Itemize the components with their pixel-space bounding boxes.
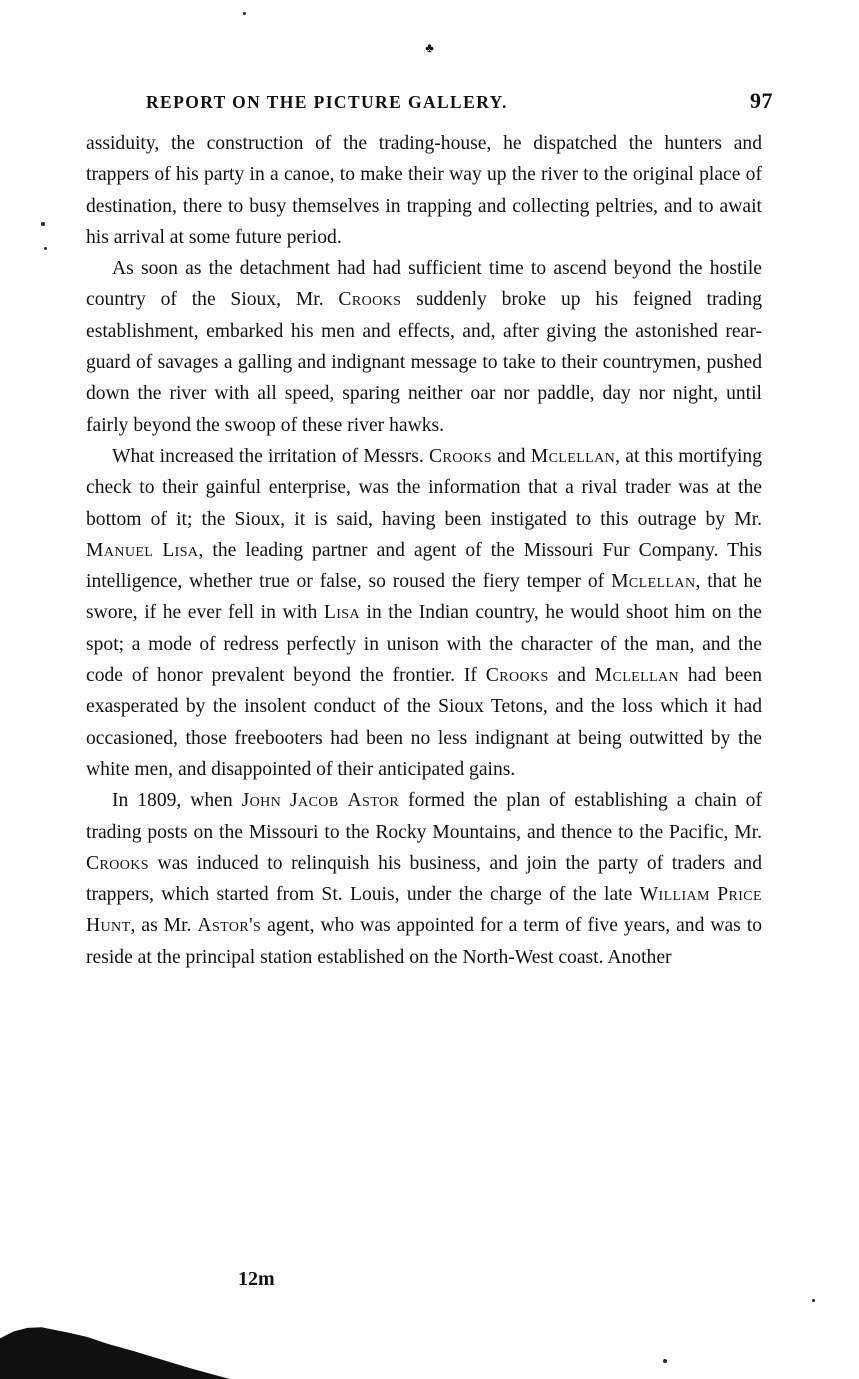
page-number: 97 bbox=[750, 88, 773, 113]
top-ornament-mark: ♣ bbox=[425, 40, 434, 55]
page-header bbox=[86, 88, 773, 114]
scan-speck bbox=[243, 12, 246, 15]
paragraph-3: What increased the irritation of Messrs. Crooks and Mclellan, at this mortifying check to their gainful enterprise, was the information that a rival trader was at the bottom of it; the Sioux, it is said, having been instigated to this outrage by Mr. Manuel Lisa, the leading partner and agent of the Missouri Fur Company. This intelligence, whether true or false, so roused the fiery temper of Mclellan, that he swore, if he ever fell in with Lisa in the Indian country, he would shoot him on the spot; a mode of redress perfectly in unison with the character of the man, and the code of honor prevalent beyond the frontier. If Crooks and Mclellan had been exasperated by the insolent conduct of the Sioux Tetons, and the loss which it had occasioned, those freebooters had been no less indignant at being outwitted by the white men, and disappointed of their anticipated gains. bbox=[86, 445, 763, 780]
paragraph-2: As soon as the detachment had had sufficient time to ascend beyond the hostile country of the Sioux, Mr. Crooks suddenly broke up his feigned trading establishment, embarked his men and effects, and, after giving the astonished rear-guard of savages a galling and indignant message to take to their countrymen, pushed down the river with all speed, sparing neither oar nor paddle, day nor night, until fairly beyond the swoop of these river hawks. bbox=[86, 258, 762, 436]
body-text bbox=[86, 128, 762, 973]
scan-speck bbox=[812, 1299, 815, 1302]
running-head: REPORT ON THE PICTURE GALLERY. bbox=[146, 92, 508, 112]
scan-speck bbox=[663, 1359, 667, 1363]
signature-mark: 12m bbox=[238, 1268, 275, 1290]
scan-speck bbox=[44, 247, 47, 250]
scan-edge-shadow bbox=[0, 1309, 230, 1379]
scan-speck bbox=[41, 222, 45, 226]
paragraph-1: assiduity, the construction of the trading-house, he dispatched the hunters and trappers of his party in a canoe, to make their way up the river to the original place of destination, there to busy themselves in trapping and collecting peltries, and to await his arrival at some future period. bbox=[86, 133, 762, 248]
paragraph-4: In 1809, when John Jacob Astor formed the plan of establishing a chain of trading posts on the Missouri to the Rocky Mountains, and thence to the Pacific, Mr. Crooks was induced to relinquish his business, and join the party of traders and trappers, which started from St. Louis, under the charge of the late William Price Hunt, as Mr. Astor's agent, who was appointed for a term of five years, and was to reside at the principal station established on the North-West coast. Another bbox=[86, 790, 762, 968]
